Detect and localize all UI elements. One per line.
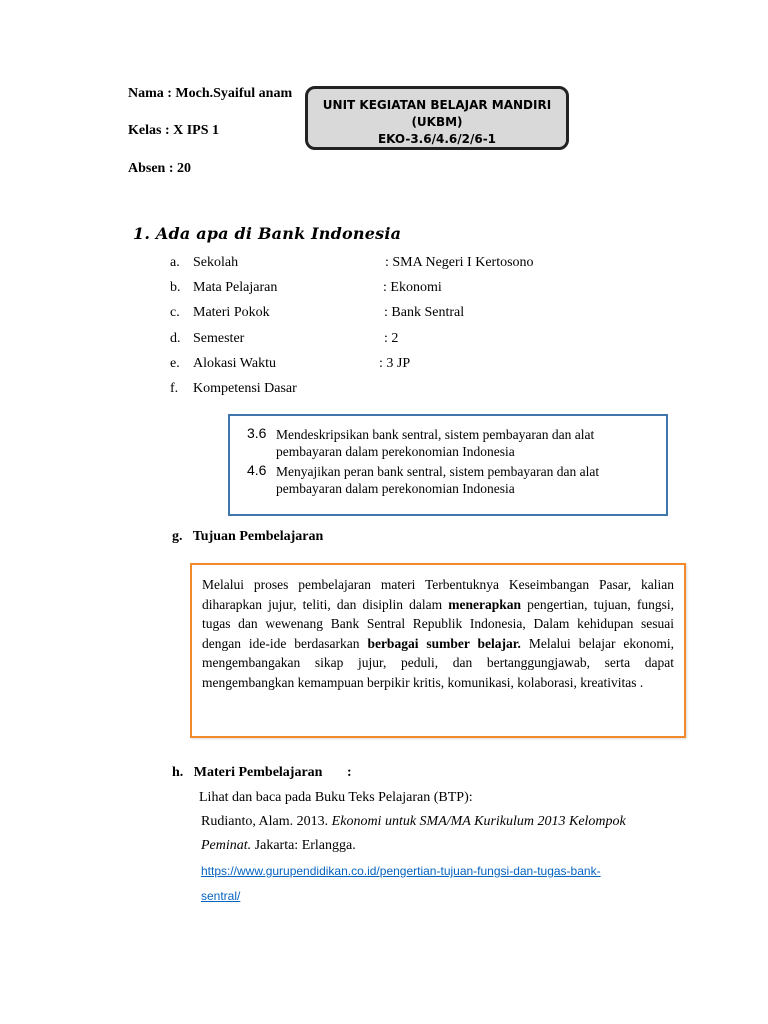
tujuan-bold: berbagai sumber belajar. (367, 635, 521, 651)
tujuan-paragraph (202, 575, 674, 692)
info-label: Kompetensi Dasar (193, 381, 297, 396)
info-label: Sekolah (193, 255, 239, 270)
section-title: 1. Ada apa di Bank Indonesia (133, 224, 402, 243)
info-letter: f. (170, 381, 179, 396)
kompetensi-box (228, 414, 668, 516)
kd-text-line: Mendeskripsikan bank sentral, sistem pembayaran dan alat (276, 427, 595, 442)
info-label: Materi Pokok (193, 305, 270, 320)
info-letter: e. (170, 356, 180, 371)
ukbm-line-1: UNIT KEGIATAN BELAJAR MANDIRI (322, 98, 552, 112)
tujuan-box (190, 563, 686, 738)
materi-intro: Lihat dan baca pada Buku Teks Pelajaran (BTP): (199, 790, 473, 805)
info-item-materi (0, 305, 768, 325)
ref-plain: Jakarta: Erlangga. (251, 838, 356, 853)
info-letter: b. (170, 280, 181, 295)
ref-italic: Peminat. (201, 838, 252, 853)
ukbm-title-box (305, 86, 569, 150)
info-item-kd (0, 381, 768, 401)
materi-reference-cont (201, 838, 356, 854)
info-label: Alokasi Waktu (193, 356, 276, 371)
ref-plain: Rudianto, Alam. 2013. (201, 814, 332, 829)
tujuan-text: Melalui proses pembelajaran materi Terbentuknya Keseimbangan Pasar, kalian diharapkan jujur, teliti, dan disiplin dalam (202, 577, 674, 612)
ukbm-line-3: EKO-3.6/4.6/2/6-1 (377, 132, 497, 146)
info-value: : Bank Sentral (384, 305, 465, 320)
materi-link-line-1[interactable]: https://www.gurupendidikan.co.id/pengertian-tujuan-fungsi-dan-tugas-bank- (201, 864, 601, 878)
info-letter: a. (170, 255, 180, 270)
tujuan-text: pengertian, tujuan, fungsi, tugas dan wewenang Bank Sentral Republik Indonesia, Dalam kehidupan sesuai dengan ide-ide berdasarkan (202, 596, 674, 651)
kd-number: 3.6 (247, 425, 267, 441)
info-letter: d. (170, 331, 181, 346)
info-item-sekolah (0, 255, 768, 275)
info-label: Mata Pelajaran (193, 280, 278, 295)
info-item-alokasi (0, 356, 768, 376)
info-item-semester (0, 331, 768, 351)
materi-link-line-2[interactable]: sentral/ (201, 889, 241, 903)
info-value: : Ekonomi (383, 280, 442, 295)
kd-text-line: pembayaran dalam perekonomian Indonesia (276, 481, 515, 496)
materi-reference (201, 814, 626, 830)
info-value: : 2 (384, 331, 399, 346)
info-value: : 3 JP (379, 356, 411, 371)
info-value: : SMA Negeri I Kertosono (385, 255, 534, 270)
kd-number: 4.6 (247, 462, 267, 478)
materi-heading: h. Materi Pembelajaran : (172, 765, 352, 780)
tujuan-text: Melalui belajar ekonomi, mengembangakan sikap jujur, peduli, dan bertanggungjawab, serta dapat mengembangkan kemampuan berpikir kritis, komunikasi, kolaborasi, kreativitas . (202, 635, 674, 690)
kd-text-line: Menyajikan peran bank sentral, sistem pembayaran dan alat (276, 464, 600, 479)
ref-italic: Ekonomi untuk SMA/MA Kurikulum 2013 Kelompok (331, 814, 626, 829)
tujuan-bold: menerapkan (448, 596, 521, 612)
student-class: Kelas : X IPS 1 (128, 123, 219, 138)
kd-text-line: pembayaran dalam perekonomian Indonesia (276, 444, 515, 459)
info-item-mapel (0, 280, 768, 300)
student-name: Nama : Moch.Syaiful anam (128, 86, 293, 101)
info-label: Semester (193, 331, 245, 346)
ukbm-line-2: (UKBM) (411, 115, 463, 129)
student-absen: Absen : 20 (128, 161, 192, 176)
info-letter: c. (170, 305, 180, 320)
tujuan-heading: g. Tujuan Pembelajaran (172, 529, 324, 544)
